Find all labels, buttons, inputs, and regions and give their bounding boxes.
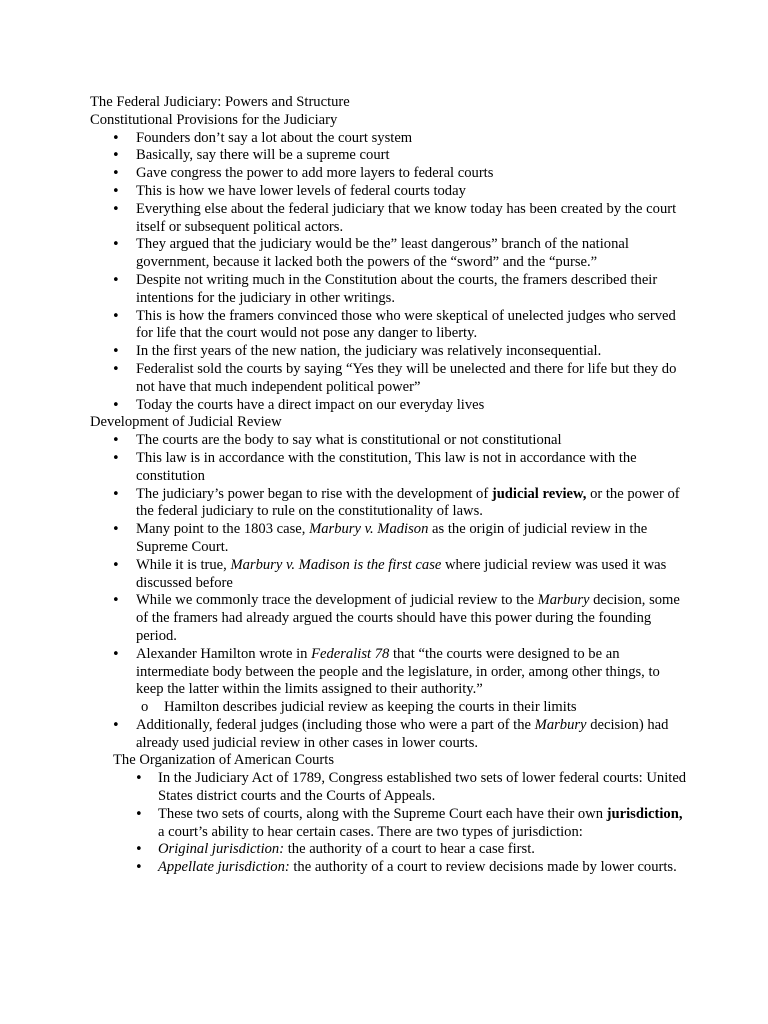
list-item: • These two sets of courts, along with the Supreme Court each have their own jurisdiction, a court’s ability to hear certain cases. There are two types of jurisdiction: [90,806,690,842]
bullet-icon [112,486,126,504]
bullet-icon [112,557,126,575]
bullet-icon [112,361,126,379]
bullet-icon [112,646,126,664]
section1-list [90,130,690,415]
bullet-icon [112,236,126,254]
bullet-icon [112,147,126,165]
term-appellate-jurisdiction: Appellate jurisdiction: [158,859,290,876]
bullet-icon [112,592,126,610]
sub-list [136,699,690,717]
term-jurisdiction: jurisdiction, [606,805,683,822]
term-original-jurisdiction: Original jurisdiction: [158,841,285,858]
list-item: • Despite not writing much in the Constitution about the courts, the framers described their intentions for the judiciary in other writings. [90,272,690,308]
list-item: • Everything else about the federal judiciary that we know today has been created by the court itself or subsequent political actors. [90,201,690,237]
bullet-icon [112,521,126,539]
list-item: • Gave congress the power to add more layers to federal courts [90,165,690,183]
bullet-icon [135,770,149,788]
term-judicial-review: judicial review, [491,485,587,502]
document-name: Federalist 78 [311,645,390,662]
list-item: • Founders don’t say a lot about the court system [90,130,690,148]
list-item: • The courts are the body to say what is constitutional or not constitutional [90,432,690,450]
list-item: • Alexander Hamilton wrote in Federalist 78 that “the courts were designed to be an intermediate body between the people and the legislature, in order, among other things, to keep the latter within the limits assigned to their authority.” o Hamilton describes judicial review as keeping the courts in their limits [90,646,690,717]
case-name: Marbury [537,592,590,609]
section2-list [90,432,690,752]
section-heading-constitutional-provisions: Constitutional Provisions for the Judiciary [90,111,338,128]
bullet-icon [112,165,126,183]
list-item: • In the Judiciary Act of 1789, Congress established two sets of lower federal courts: United States district courts and the Courts of Appeals. [90,770,690,806]
bullet-icon [112,717,126,735]
bullet-icon [112,397,126,415]
list-item: • Basically, say there will be a supreme court [90,147,690,165]
bullet-icon [112,183,126,201]
list-item: • This is how we have lower levels of federal courts today [90,183,690,201]
bullet-icon [112,201,126,219]
bullet-icon [135,859,149,877]
bullet-icon [112,432,126,450]
bullet-icon [112,130,126,148]
list-item: • Original jurisdiction: the authority of a court to hear a case first. [90,841,690,859]
case-name: Marbury v. Madison [309,521,429,538]
bullet-icon [135,841,149,859]
list-item: • In the first years of the new nation, the judiciary was relatively inconsequential. [90,343,690,361]
list-item: • Today the courts have a direct impact on our everyday lives [90,397,690,415]
bullet-icon [135,806,149,824]
list-item: • Appellate jurisdiction: the authority of a court to review decisions made by lower courts. [90,859,690,877]
case-name: Marbury v. Madison is the first case [230,556,442,573]
case-name: Marbury [534,716,587,733]
bullet-icon [112,343,126,361]
sub-list-item: o Hamilton describes judicial review as keeping the courts in their limits [141,699,577,716]
bullet-icon [112,272,126,290]
list-item: • The judiciary’s power began to rise with the development of judicial review, or the power of the federal judiciary to rule on the constitutionality of laws. [90,486,690,522]
document-body [90,94,690,877]
section-heading-judicial-review: Development of Judicial Review [90,414,282,431]
list-item: • While we commonly trace the development of judicial review to the Marbury decision, some of the framers had already argued the courts should have this power during the founding period. [90,592,690,645]
list-item: • Federalist sold the courts by saying “Yes they will be unelected and there for life but they do not have that much independent political power” [90,361,690,397]
list-item: • Many point to the 1803 case, Marbury v. Madison as the origin of judicial review in the Supreme Court. [90,521,690,557]
bullet-icon [112,450,126,468]
list-item: • They argued that the judiciary would be the” least dangerous” branch of the national government, because it lacked both the powers of the “sword” and the “purse.” [90,236,690,272]
section3-list [90,770,690,877]
list-item: • This is how the framers convinced those who were skeptical of unelected judges who served for life that the court would not pose any danger to liberty. [90,308,690,344]
list-item: • This law is in accordance with the constitution, This law is not in accordance with the constitution [90,450,690,486]
circle-bullet-icon: o [141,699,149,716]
section-heading-organization: The Organization of American Courts [113,752,335,769]
bullet-icon [112,308,126,326]
document-title: The Federal Judiciary: Powers and Structure [90,94,350,110]
list-item: • Additionally, federal judges (including those who were a part of the Marbury decision) had already used judicial review in other cases in lower courts. [90,717,690,753]
list-item: • While it is true, Marbury v. Madison is the first case where judicial review was used it was discussed before [90,557,690,593]
